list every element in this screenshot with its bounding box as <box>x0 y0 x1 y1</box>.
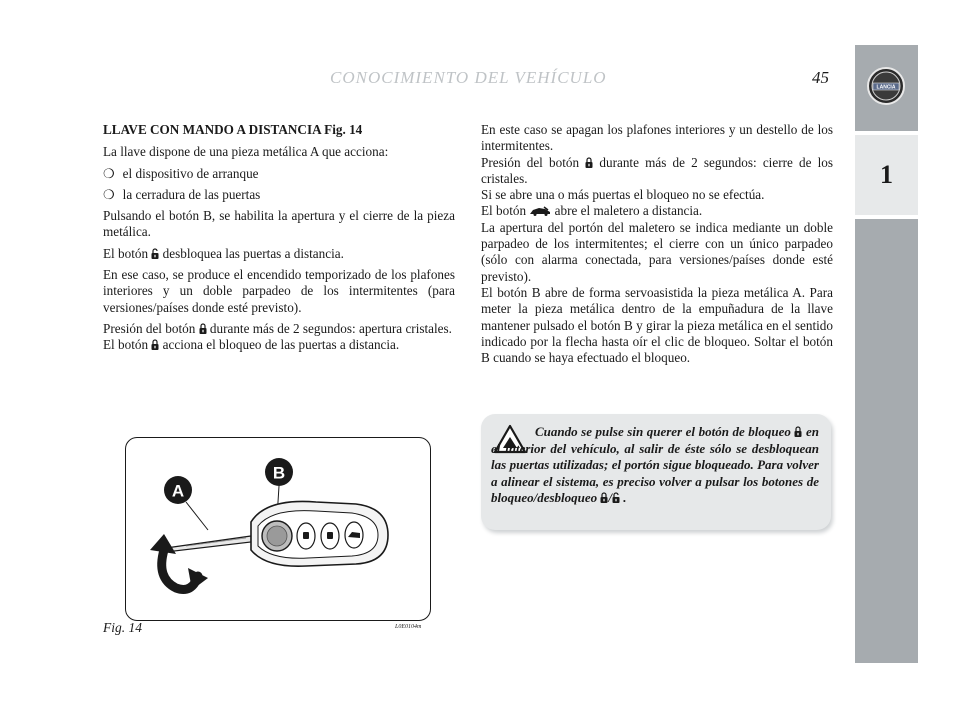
paragraph: Presión del botón durante más de 2 segundos: apertura cristales. <box>103 320 452 336</box>
list-item: ❍ la cerradura de las puertas <box>103 186 261 202</box>
label-b: B <box>272 463 286 483</box>
unlock-icon <box>612 492 620 503</box>
chapter-tab[interactable] <box>855 135 918 215</box>
paragraph: Si se abre una o más puertas el bloqueo no se efectúa. <box>481 187 765 203</box>
paragraph: El botón abre el maletero a distancia. <box>481 203 703 219</box>
logo-box <box>855 45 918 131</box>
paragraph: En ese caso, se produce el encendido temporizado de los plafones interiores y un doble parpadeo de los intermitentes (para versiones/países donde esté previsto). <box>103 267 455 315</box>
car-trunk-icon <box>529 206 551 216</box>
paragraph: La apertura del portón del maletero se indica mediante un doble parpadeo de los intermitentes; el cierre con un único parpadeo (sólo con alarma conectada, para versiones/países donde esté previsto). <box>481 219 833 284</box>
lock-icon <box>794 426 802 437</box>
logo-text: LANCIA <box>876 84 896 91</box>
lock-icon <box>199 323 207 334</box>
warning-box <box>481 414 831 530</box>
left-column <box>103 122 455 359</box>
paragraph: El botón acciona el bloqueo de las puertas a distancia. <box>103 337 400 353</box>
page-number: 45 <box>812 68 829 87</box>
chapter-number: 1 <box>880 160 893 189</box>
intro-text: La llave dispone de una pieza metálica A que acciona: <box>103 144 389 160</box>
paragraph: El botón B abre de forma servoasistida la pieza metálica A. Para meter la pieza metálica dentro de la empuñadura de la llave mantener pulsado el botón B y girar la pieza metálica en el sentido indicado por la flecha hasta oír el clic de bloqueo. Soltar el botón B cuando se haya efectuado el bloqueo. <box>481 284 833 366</box>
key-drawing <box>126 438 430 620</box>
figure-caption: Fig. 14 <box>103 620 142 635</box>
right-column <box>481 122 833 366</box>
paragraph: Presión del botón durante más de 2 segundos: cierre de los cristales. <box>481 154 834 186</box>
lock-icon <box>585 157 593 168</box>
lock-icon <box>151 339 159 350</box>
bullet-circle-icon: ❍ <box>103 165 115 181</box>
label-a: A <box>171 481 185 501</box>
figure-code: L0E0104m <box>395 624 422 630</box>
running-header-title: CONOCIMIENTO DEL VEHÍCULO <box>330 68 607 87</box>
warning-text: Cuando se pulse sin querer el botón de bloqueo en el interior del vehículo, al salir de éste sólo se desbloquean las puertas utilizadas; el portón sigue bloqueado. Para volver a alinear el sistema, es preciso volver a pulsar los botones de bloqueo/desbloqueo / . <box>491 424 819 505</box>
section-heading: LLAVE CON MANDO A DISTANCIA Fig. 14 <box>103 122 363 137</box>
paragraph: En este caso se apagan los plafones interiores y un destello de los intermitentes. <box>481 122 833 154</box>
list-item: ❍ el dispositivo de arranque <box>103 165 259 181</box>
lancia-shield-icon <box>866 66 906 106</box>
unlock-icon <box>151 248 159 259</box>
chapter-sidebar <box>855 45 918 663</box>
paragraph: Pulsando el botón B, se habilita la apertura y el cierre de la pieza metálica. <box>103 208 455 240</box>
bullet-circle-icon: ❍ <box>103 186 115 202</box>
paragraph: El botón desbloquea las puertas a distancia. <box>103 245 344 261</box>
figure-key-illustration <box>125 437 431 621</box>
